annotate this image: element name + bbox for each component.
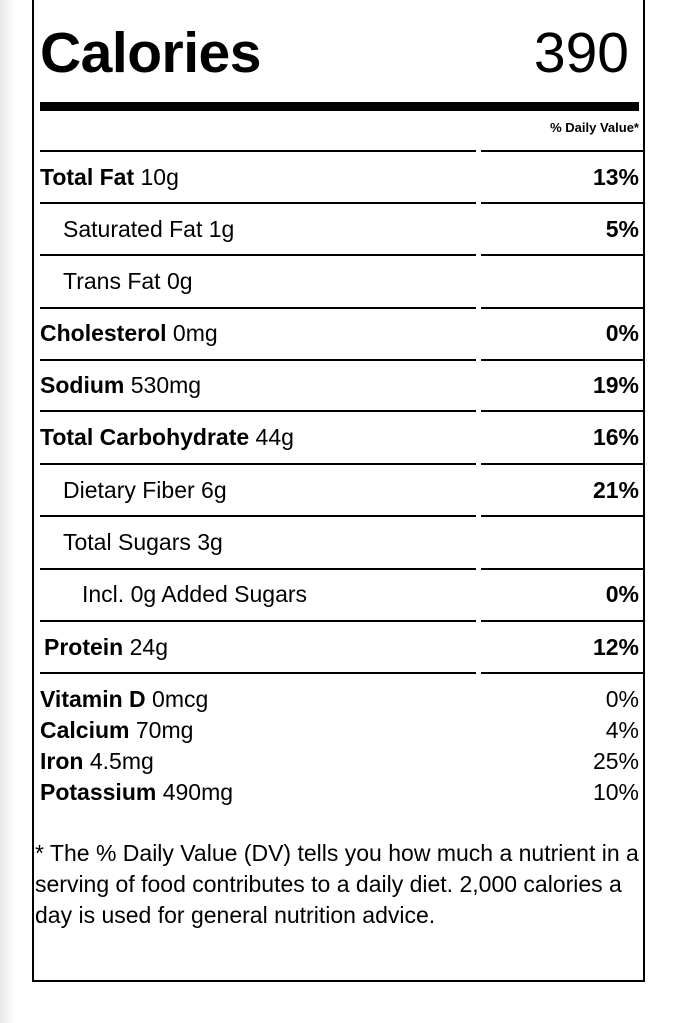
nutrient-name: Cholesterol 0mg bbox=[40, 320, 218, 346]
nutrient-name: Saturated Fat 1g bbox=[63, 216, 235, 242]
page-edge-shadow bbox=[0, 0, 16, 1023]
divider bbox=[40, 307, 476, 309]
nutrient-dv: 21% bbox=[592, 477, 639, 503]
nutrient-name: Total Fat 10g bbox=[40, 164, 179, 190]
nutrient-dv: 0% bbox=[605, 320, 639, 346]
divider bbox=[40, 515, 476, 517]
nutrient-name: Dietary Fiber 6g bbox=[63, 477, 227, 503]
nutrient-row-total-carbohydrate bbox=[40, 422, 639, 452]
nutrient-dv: 5% bbox=[605, 216, 639, 242]
daily-value-header: % Daily Value* bbox=[550, 120, 639, 135]
vitamin-name: Potassium 490mg bbox=[40, 779, 234, 805]
nutrient-dv: 16% bbox=[592, 424, 639, 450]
nutrient-row-added-sugars bbox=[40, 579, 639, 609]
vitamin-row-vitamin-d bbox=[40, 685, 639, 713]
nutrient-name: Trans Fat 0g bbox=[63, 268, 193, 294]
nutrient-name: Protein 24g bbox=[44, 634, 168, 660]
vitamin-dv: 10% bbox=[592, 779, 639, 805]
nutrient-row-sodium bbox=[40, 370, 639, 400]
divider bbox=[481, 672, 643, 674]
nutrient-dv: 13% bbox=[592, 164, 639, 190]
nutrient-row-protein bbox=[40, 632, 639, 662]
vitamin-name: Iron 4.5mg bbox=[40, 748, 154, 774]
nutrient-row-total-fat bbox=[40, 162, 639, 192]
vitamin-row-calcium bbox=[40, 716, 639, 744]
divider bbox=[40, 620, 476, 622]
vitamin-name: Vitamin D 0mcg bbox=[40, 686, 209, 712]
nutrition-facts-label bbox=[32, 0, 645, 982]
divider bbox=[481, 410, 643, 412]
divider bbox=[40, 463, 476, 465]
nutrient-name: Total Carbohydrate 44g bbox=[40, 424, 294, 450]
nutrient-name: Incl. 0g Added Sugars bbox=[82, 581, 308, 607]
divider bbox=[481, 515, 643, 517]
divider bbox=[481, 254, 643, 256]
vitamin-dv: 0% bbox=[605, 686, 639, 712]
divider bbox=[40, 672, 476, 674]
divider bbox=[481, 620, 643, 622]
divider bbox=[40, 568, 476, 570]
calories-label: Calories bbox=[40, 21, 261, 85]
nutrient-dv: 19% bbox=[592, 372, 639, 398]
calories-value: 390 bbox=[533, 21, 629, 85]
calories-row bbox=[40, 20, 639, 86]
nutrient-row-total-sugars bbox=[40, 527, 639, 557]
nutrient-row-trans-fat bbox=[40, 266, 639, 296]
nutrient-row-dietary-fiber bbox=[40, 475, 639, 505]
nutrient-name: Sodium 530mg bbox=[40, 372, 202, 398]
vitamin-row-potassium bbox=[40, 778, 639, 806]
divider bbox=[481, 359, 643, 361]
nutrient-name: Total Sugars 3g bbox=[63, 529, 223, 555]
nutrient-row-cholesterol bbox=[40, 318, 639, 348]
vitamin-dv: 25% bbox=[592, 748, 639, 774]
divider bbox=[40, 150, 476, 152]
divider bbox=[481, 307, 643, 309]
divider bbox=[40, 254, 476, 256]
nutrient-dv: 12% bbox=[592, 634, 639, 660]
thick-divider bbox=[40, 102, 639, 111]
vitamin-dv: 4% bbox=[605, 717, 639, 743]
divider bbox=[481, 568, 643, 570]
vitamin-row-iron bbox=[40, 747, 639, 775]
divider bbox=[40, 359, 476, 361]
nutrient-row-saturated-fat bbox=[40, 214, 639, 244]
daily-value-footnote: * The % Daily Value (DV) tells you how much a nutrient in a serving of food contributes to a daily diet. 2,000 calories a day is used for general nutrition advice. bbox=[35, 840, 639, 928]
divider bbox=[40, 410, 476, 412]
divider bbox=[481, 202, 643, 204]
vitamin-name: Calcium 70mg bbox=[40, 717, 194, 743]
divider bbox=[481, 150, 643, 152]
divider bbox=[40, 202, 476, 204]
divider bbox=[481, 463, 643, 465]
nutrient-dv: 0% bbox=[605, 581, 639, 607]
